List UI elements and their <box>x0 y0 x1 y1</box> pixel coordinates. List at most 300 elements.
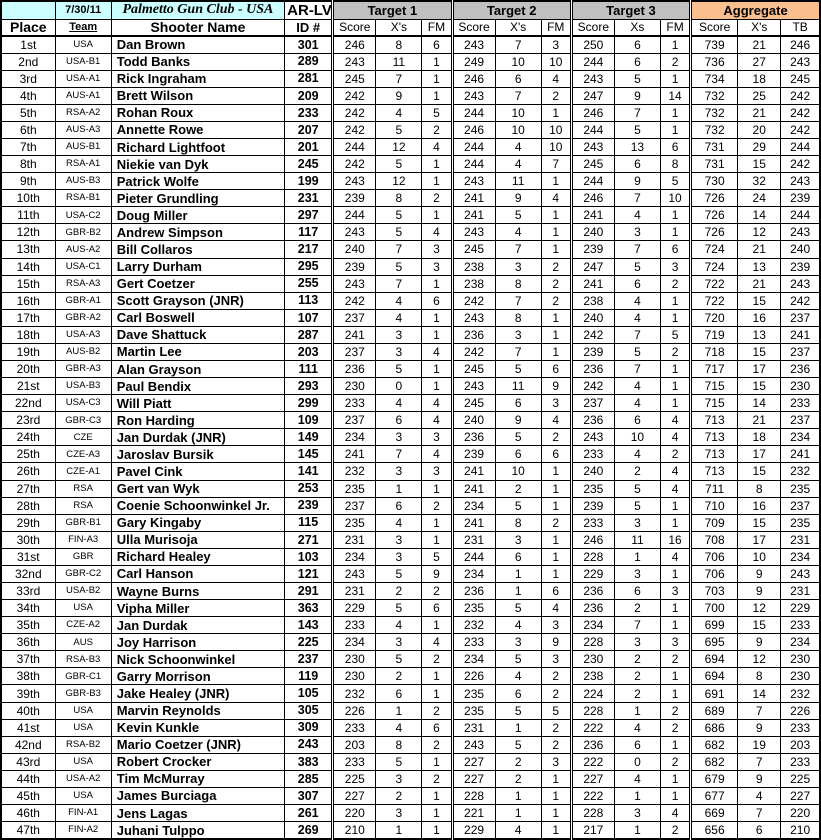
t1-fm-cell: 1 <box>422 668 452 685</box>
t3-score-cell: 243 <box>571 429 614 446</box>
table-row <box>1 224 820 241</box>
place-cell: 7th <box>1 138 55 155</box>
table-row <box>1 463 820 480</box>
place-cell: 42nd <box>1 736 55 753</box>
t2-xs-cell: 3 <box>495 258 541 275</box>
agg-tb-cell: 230 <box>781 378 820 395</box>
col-header-agg-xs: X's <box>738 19 781 36</box>
t1-fm-cell: 6 <box>422 600 452 617</box>
agg-tb-cell: 244 <box>781 207 820 224</box>
team-cell: RSA-B3 <box>55 651 111 668</box>
agg-xs-cell: 9 <box>738 565 781 582</box>
t2-score-cell: 241 <box>452 480 495 497</box>
agg-xs-cell: 17 <box>738 446 781 463</box>
agg-score-cell: 722 <box>691 275 738 292</box>
place-cell: 12th <box>1 224 55 241</box>
agg-xs-cell: 8 <box>738 668 781 685</box>
agg-tb-cell: 233 <box>781 617 820 634</box>
t2-fm-cell: 1 <box>541 343 571 360</box>
t1-score-cell: 229 <box>333 600 376 617</box>
t3-fm-cell: 10 <box>660 190 690 207</box>
id-cell: 243 <box>285 736 333 753</box>
shooter-name-cell: Rohan Roux <box>111 104 284 121</box>
shooter-name-cell: Carl Boswell <box>111 309 284 326</box>
table-row <box>1 53 820 70</box>
team-cell: GBR-B3 <box>55 685 111 702</box>
t3-fm-cell: 1 <box>660 685 690 702</box>
agg-tb-cell: 237 <box>781 412 820 429</box>
place-cell: 5th <box>1 104 55 121</box>
agg-score-cell: 703 <box>691 583 738 600</box>
t2-fm-cell: 1 <box>541 822 571 839</box>
team-cell: GBR-A2 <box>55 309 111 326</box>
t1-score-cell: 230 <box>333 651 376 668</box>
t3-fm-cell: 4 <box>660 805 690 822</box>
t3-fm-cell: 4 <box>660 480 690 497</box>
t3-fm-cell: 1 <box>660 617 690 634</box>
agg-xs-cell: 18 <box>738 70 781 87</box>
t1-fm-cell: 5 <box>422 104 452 121</box>
team-cell: USA <box>55 787 111 804</box>
place-cell: 6th <box>1 121 55 138</box>
t3-score-cell: 246 <box>571 190 614 207</box>
t2-fm-cell: 2 <box>541 514 571 531</box>
id-cell: 143 <box>285 617 333 634</box>
t1-fm-cell: 2 <box>422 497 452 514</box>
t2-score-cell: 231 <box>452 719 495 736</box>
t1-score-cell: 233 <box>333 719 376 736</box>
t3-xs-cell: 13 <box>614 138 660 155</box>
t1-score-cell: 242 <box>333 156 376 173</box>
table-row <box>1 770 820 787</box>
t3-score-cell: 250 <box>571 36 614 53</box>
t3-score-cell: 243 <box>571 138 614 155</box>
t3-score-cell: 240 <box>571 224 614 241</box>
agg-score-cell: 682 <box>691 736 738 753</box>
t2-fm-cell: 1 <box>541 309 571 326</box>
id-cell: 299 <box>285 395 333 412</box>
col-header-agg-score: Score <box>691 19 738 36</box>
t3-xs-cell: 7 <box>614 360 660 377</box>
t3-score-cell: 234 <box>571 617 614 634</box>
id-cell: 271 <box>285 531 333 548</box>
id-cell: 255 <box>285 275 333 292</box>
t1-score-cell: 230 <box>333 668 376 685</box>
agg-tb-cell: 236 <box>781 360 820 377</box>
t3-score-cell: 239 <box>571 241 614 258</box>
t2-score-cell: 241 <box>452 190 495 207</box>
agg-xs-cell: 6 <box>738 822 781 839</box>
place-cell: 16th <box>1 292 55 309</box>
agg-tb-cell: 240 <box>781 241 820 258</box>
place-cell: 29th <box>1 514 55 531</box>
t2-xs-cell: 5 <box>495 207 541 224</box>
t2-fm-cell: 1 <box>541 241 571 258</box>
agg-xs-cell: 7 <box>738 702 781 719</box>
agg-xs-cell: 14 <box>738 685 781 702</box>
t1-fm-cell: 1 <box>422 53 452 70</box>
table-row <box>1 412 820 429</box>
id-cell: 287 <box>285 326 333 343</box>
t2-xs-cell: 11 <box>495 378 541 395</box>
agg-tb-cell: 232 <box>781 685 820 702</box>
t1-fm-cell: 6 <box>422 719 452 736</box>
table-row <box>1 702 820 719</box>
place-cell: 8th <box>1 156 55 173</box>
target1-group-header: Target 1 <box>333 1 452 19</box>
shooter-name-cell: Vipha Miller <box>111 600 284 617</box>
team-cell: GBR-C2 <box>55 565 111 582</box>
id-cell: 253 <box>285 480 333 497</box>
agg-score-cell: 724 <box>691 258 738 275</box>
agg-tb-cell: 237 <box>781 343 820 360</box>
t3-xs-cell: 1 <box>614 787 660 804</box>
shooter-name-cell: Juhani Tulppo <box>111 822 284 839</box>
id-cell: 295 <box>285 258 333 275</box>
place-cell: 34th <box>1 600 55 617</box>
team-cell: GBR-C1 <box>55 668 111 685</box>
agg-tb-cell: 242 <box>781 292 820 309</box>
t3-score-cell: 240 <box>571 463 614 480</box>
shooter-name-cell: Marvin Reynolds <box>111 702 284 719</box>
table-row <box>1 480 820 497</box>
t3-fm-cell: 1 <box>660 378 690 395</box>
t1-score-cell: 242 <box>333 87 376 104</box>
shooter-name-cell: Rick Ingraham <box>111 70 284 87</box>
t3-fm-cell: 3 <box>660 634 690 651</box>
id-cell: 113 <box>285 292 333 309</box>
team-cell: AUS-A3 <box>55 121 111 138</box>
t1-fm-cell: 1 <box>422 207 452 224</box>
t1-score-cell: 243 <box>333 275 376 292</box>
t3-xs-cell: 0 <box>614 753 660 770</box>
t3-xs-cell: 5 <box>614 258 660 275</box>
team-cell: USA <box>55 719 111 736</box>
agg-xs-cell: 9 <box>738 770 781 787</box>
t1-fm-cell: 4 <box>422 446 452 463</box>
t2-fm-cell: 9 <box>541 378 571 395</box>
t2-fm-cell: 3 <box>541 36 571 53</box>
t3-xs-cell: 2 <box>614 651 660 668</box>
t2-fm-cell: 1 <box>541 480 571 497</box>
t3-xs-cell: 2 <box>614 463 660 480</box>
t2-xs-cell: 5 <box>495 497 541 514</box>
place-cell: 9th <box>1 173 55 190</box>
t3-xs-cell: 6 <box>614 583 660 600</box>
t2-fm-cell: 10 <box>541 138 571 155</box>
place-cell: 26th <box>1 463 55 480</box>
agg-tb-cell: 235 <box>781 514 820 531</box>
t2-fm-cell: 1 <box>541 173 571 190</box>
t3-xs-cell: 4 <box>614 207 660 224</box>
agg-xs-cell: 15 <box>738 156 781 173</box>
col-header-t1-xs: X's <box>376 19 422 36</box>
place-cell: 21st <box>1 378 55 395</box>
id-cell: 245 <box>285 156 333 173</box>
table-row <box>1 70 820 87</box>
t2-xs-cell: 4 <box>495 617 541 634</box>
agg-score-cell: 695 <box>691 634 738 651</box>
t3-score-cell: 228 <box>571 805 614 822</box>
shooter-name-cell: Coenie Schoonwinkel Jr. <box>111 497 284 514</box>
t3-fm-cell: 1 <box>660 224 690 241</box>
table-row <box>1 429 820 446</box>
shooter-name-cell: Annette Rowe <box>111 121 284 138</box>
agg-xs-cell: 21 <box>738 36 781 53</box>
t2-score-cell: 228 <box>452 787 495 804</box>
id-cell: 145 <box>285 446 333 463</box>
t2-xs-cell: 10 <box>495 53 541 70</box>
table-row <box>1 787 820 804</box>
place-cell: 28th <box>1 497 55 514</box>
t2-score-cell: 235 <box>452 685 495 702</box>
t3-xs-cell: 3 <box>614 565 660 582</box>
t2-score-cell: 240 <box>452 412 495 429</box>
team-cell: AUS-A2 <box>55 241 111 258</box>
t3-fm-cell: 1 <box>660 309 690 326</box>
shooter-name-cell: Wayne Burns <box>111 583 284 600</box>
t3-score-cell: 233 <box>571 514 614 531</box>
id-cell: 289 <box>285 53 333 70</box>
t1-fm-cell: 2 <box>422 770 452 787</box>
t1-score-cell: 239 <box>333 190 376 207</box>
t2-xs-cell: 6 <box>495 548 541 565</box>
place-cell: 47th <box>1 822 55 839</box>
place-cell: 10th <box>1 190 55 207</box>
t1-fm-cell: 2 <box>422 121 452 138</box>
t2-score-cell: 234 <box>452 651 495 668</box>
shooter-name-cell: Mario Coetzer (JNR) <box>111 736 284 753</box>
table-row <box>1 378 820 395</box>
agg-score-cell: 739 <box>691 36 738 53</box>
t1-score-cell: 243 <box>333 224 376 241</box>
t3-score-cell: 239 <box>571 497 614 514</box>
agg-score-cell: 694 <box>691 651 738 668</box>
t2-xs-cell: 7 <box>495 87 541 104</box>
t2-fm-cell: 1 <box>541 224 571 241</box>
agg-xs-cell: 21 <box>738 275 781 292</box>
id-cell: 237 <box>285 651 333 668</box>
t2-score-cell: 249 <box>452 53 495 70</box>
t2-score-cell: 232 <box>452 617 495 634</box>
t1-fm-cell: 1 <box>422 70 452 87</box>
table-row <box>1 753 820 770</box>
t2-fm-cell: 1 <box>541 463 571 480</box>
agg-xs-cell: 15 <box>738 343 781 360</box>
t2-score-cell: 244 <box>452 548 495 565</box>
id-cell: 301 <box>285 36 333 53</box>
t3-score-cell: 228 <box>571 634 614 651</box>
agg-score-cell: 726 <box>691 207 738 224</box>
t3-fm-cell: 1 <box>660 565 690 582</box>
table-row <box>1 634 820 651</box>
t3-score-cell: 228 <box>571 702 614 719</box>
t2-fm-cell: 3 <box>541 651 571 668</box>
t2-score-cell: 246 <box>452 70 495 87</box>
agg-xs-cell: 20 <box>738 121 781 138</box>
t3-score-cell: 228 <box>571 548 614 565</box>
t3-xs-cell: 7 <box>614 104 660 121</box>
table-row <box>1 241 820 258</box>
t1-xs-cell: 2 <box>376 787 422 804</box>
agg-tb-cell: 210 <box>781 822 820 839</box>
team-cell: RSA-B2 <box>55 736 111 753</box>
t2-score-cell: 238 <box>452 258 495 275</box>
agg-xs-cell: 12 <box>738 224 781 241</box>
col-header-t1-fm: FM <box>422 19 452 36</box>
t2-xs-cell: 9 <box>495 190 541 207</box>
t3-score-cell: 236 <box>571 360 614 377</box>
agg-xs-cell: 18 <box>738 429 781 446</box>
t3-xs-cell: 9 <box>614 173 660 190</box>
t2-xs-cell: 4 <box>495 668 541 685</box>
id-cell: 269 <box>285 822 333 839</box>
t1-score-cell: 230 <box>333 378 376 395</box>
t3-xs-cell: 4 <box>614 719 660 736</box>
t3-xs-cell: 2 <box>614 668 660 685</box>
target3-group-header: Target 3 <box>571 1 690 19</box>
t3-xs-cell: 6 <box>614 275 660 292</box>
agg-score-cell: 732 <box>691 87 738 104</box>
t1-xs-cell: 5 <box>376 600 422 617</box>
t3-fm-cell: 1 <box>660 600 690 617</box>
t3-fm-cell: 6 <box>660 241 690 258</box>
id-cell: 297 <box>285 207 333 224</box>
t3-xs-cell: 7 <box>614 617 660 634</box>
t3-score-cell: 236 <box>571 736 614 753</box>
t1-fm-cell: 2 <box>422 190 452 207</box>
t3-xs-cell: 6 <box>614 412 660 429</box>
agg-xs-cell: 10 <box>738 548 781 565</box>
t1-xs-cell: 4 <box>376 617 422 634</box>
t3-score-cell: 227 <box>571 770 614 787</box>
id-cell: 291 <box>285 583 333 600</box>
table-row <box>1 497 820 514</box>
agg-tb-cell: 242 <box>781 104 820 121</box>
agg-tb-cell: 241 <box>781 446 820 463</box>
t2-xs-cell: 5 <box>495 360 541 377</box>
table-row <box>1 275 820 292</box>
t2-fm-cell: 1 <box>541 207 571 224</box>
agg-tb-cell: 243 <box>781 173 820 190</box>
agg-tb-cell: 220 <box>781 805 820 822</box>
t3-xs-cell: 5 <box>614 480 660 497</box>
shooter-name-cell: Brett Wilson <box>111 87 284 104</box>
results-body <box>1 36 820 839</box>
col-header-shooter-name: Shooter Name <box>111 19 284 36</box>
place-cell: 35th <box>1 617 55 634</box>
t1-fm-cell: 1 <box>422 309 452 326</box>
shooter-name-cell: Andrew Simpson <box>111 224 284 241</box>
t2-xs-cell: 10 <box>495 463 541 480</box>
t1-xs-cell: 3 <box>376 429 422 446</box>
t1-fm-cell: 1 <box>422 87 452 104</box>
t1-xs-cell: 0 <box>376 378 422 395</box>
shooter-name-cell: Alan Grayson <box>111 360 284 377</box>
team-cell: GBR-B2 <box>55 224 111 241</box>
t3-xs-cell: 6 <box>614 53 660 70</box>
t1-score-cell: 231 <box>333 531 376 548</box>
t3-fm-cell: 2 <box>660 822 690 839</box>
agg-tb-cell: 244 <box>781 138 820 155</box>
t2-fm-cell: 2 <box>541 685 571 702</box>
id-cell: 231 <box>285 190 333 207</box>
t2-score-cell: 234 <box>452 497 495 514</box>
place-cell: 22nd <box>1 395 55 412</box>
t3-score-cell: 239 <box>571 343 614 360</box>
t3-score-cell: 222 <box>571 753 614 770</box>
t1-score-cell: 237 <box>333 309 376 326</box>
id-cell: 119 <box>285 668 333 685</box>
shooter-name-cell: Carl Hanson <box>111 565 284 582</box>
shooter-name-cell: Todd Banks <box>111 53 284 70</box>
target2-group-header: Target 2 <box>452 1 571 19</box>
t2-xs-cell: 8 <box>495 514 541 531</box>
t3-score-cell: 240 <box>571 309 614 326</box>
t1-fm-cell: 1 <box>422 617 452 634</box>
id-cell: 225 <box>285 634 333 651</box>
agg-xs-cell: 4 <box>738 787 781 804</box>
t1-score-cell: 243 <box>333 53 376 70</box>
t2-score-cell: 244 <box>452 156 495 173</box>
agg-xs-cell: 12 <box>738 651 781 668</box>
id-cell: 141 <box>285 463 333 480</box>
t3-fm-cell: 14 <box>660 87 690 104</box>
t1-fm-cell: 1 <box>422 275 452 292</box>
t2-fm-cell: 1 <box>541 104 571 121</box>
t2-score-cell: 243 <box>452 224 495 241</box>
team-cell: FIN-A3 <box>55 531 111 548</box>
t2-score-cell: 243 <box>452 173 495 190</box>
t3-fm-cell: 4 <box>660 412 690 429</box>
agg-xs-cell: 29 <box>738 138 781 155</box>
t2-score-cell: 244 <box>452 138 495 155</box>
t2-score-cell: 239 <box>452 446 495 463</box>
t1-xs-cell: 6 <box>376 412 422 429</box>
team-cell: AUS-B1 <box>55 138 111 155</box>
id-cell: 239 <box>285 497 333 514</box>
t3-fm-cell: 4 <box>660 463 690 480</box>
aggregate-group-header: Aggregate <box>691 1 820 19</box>
t1-xs-cell: 5 <box>376 753 422 770</box>
t2-score-cell: 238 <box>452 275 495 292</box>
agg-tb-cell: 227 <box>781 787 820 804</box>
t1-fm-cell: 2 <box>422 702 452 719</box>
place-cell: 39th <box>1 685 55 702</box>
t2-xs-cell: 1 <box>495 565 541 582</box>
t1-score-cell: 233 <box>333 617 376 634</box>
t1-fm-cell: 2 <box>422 651 452 668</box>
agg-tb-cell: 232 <box>781 463 820 480</box>
t3-fm-cell: 5 <box>660 326 690 343</box>
t1-xs-cell: 4 <box>376 514 422 531</box>
id-cell: 107 <box>285 309 333 326</box>
agg-tb-cell: 237 <box>781 309 820 326</box>
t1-xs-cell: 3 <box>376 634 422 651</box>
agg-tb-cell: 237 <box>781 497 820 514</box>
t2-score-cell: 227 <box>452 770 495 787</box>
shooter-name-cell: Gert Coetzer <box>111 275 284 292</box>
col-header-t2-fm: FM <box>541 19 571 36</box>
agg-tb-cell: 234 <box>781 548 820 565</box>
agg-score-cell: 694 <box>691 668 738 685</box>
t2-xs-cell: 1 <box>495 719 541 736</box>
t2-xs-cell: 7 <box>495 241 541 258</box>
team-cell: GBR-A3 <box>55 360 111 377</box>
place-cell: 17th <box>1 309 55 326</box>
t2-score-cell: 245 <box>452 241 495 258</box>
t3-xs-cell: 3 <box>614 634 660 651</box>
